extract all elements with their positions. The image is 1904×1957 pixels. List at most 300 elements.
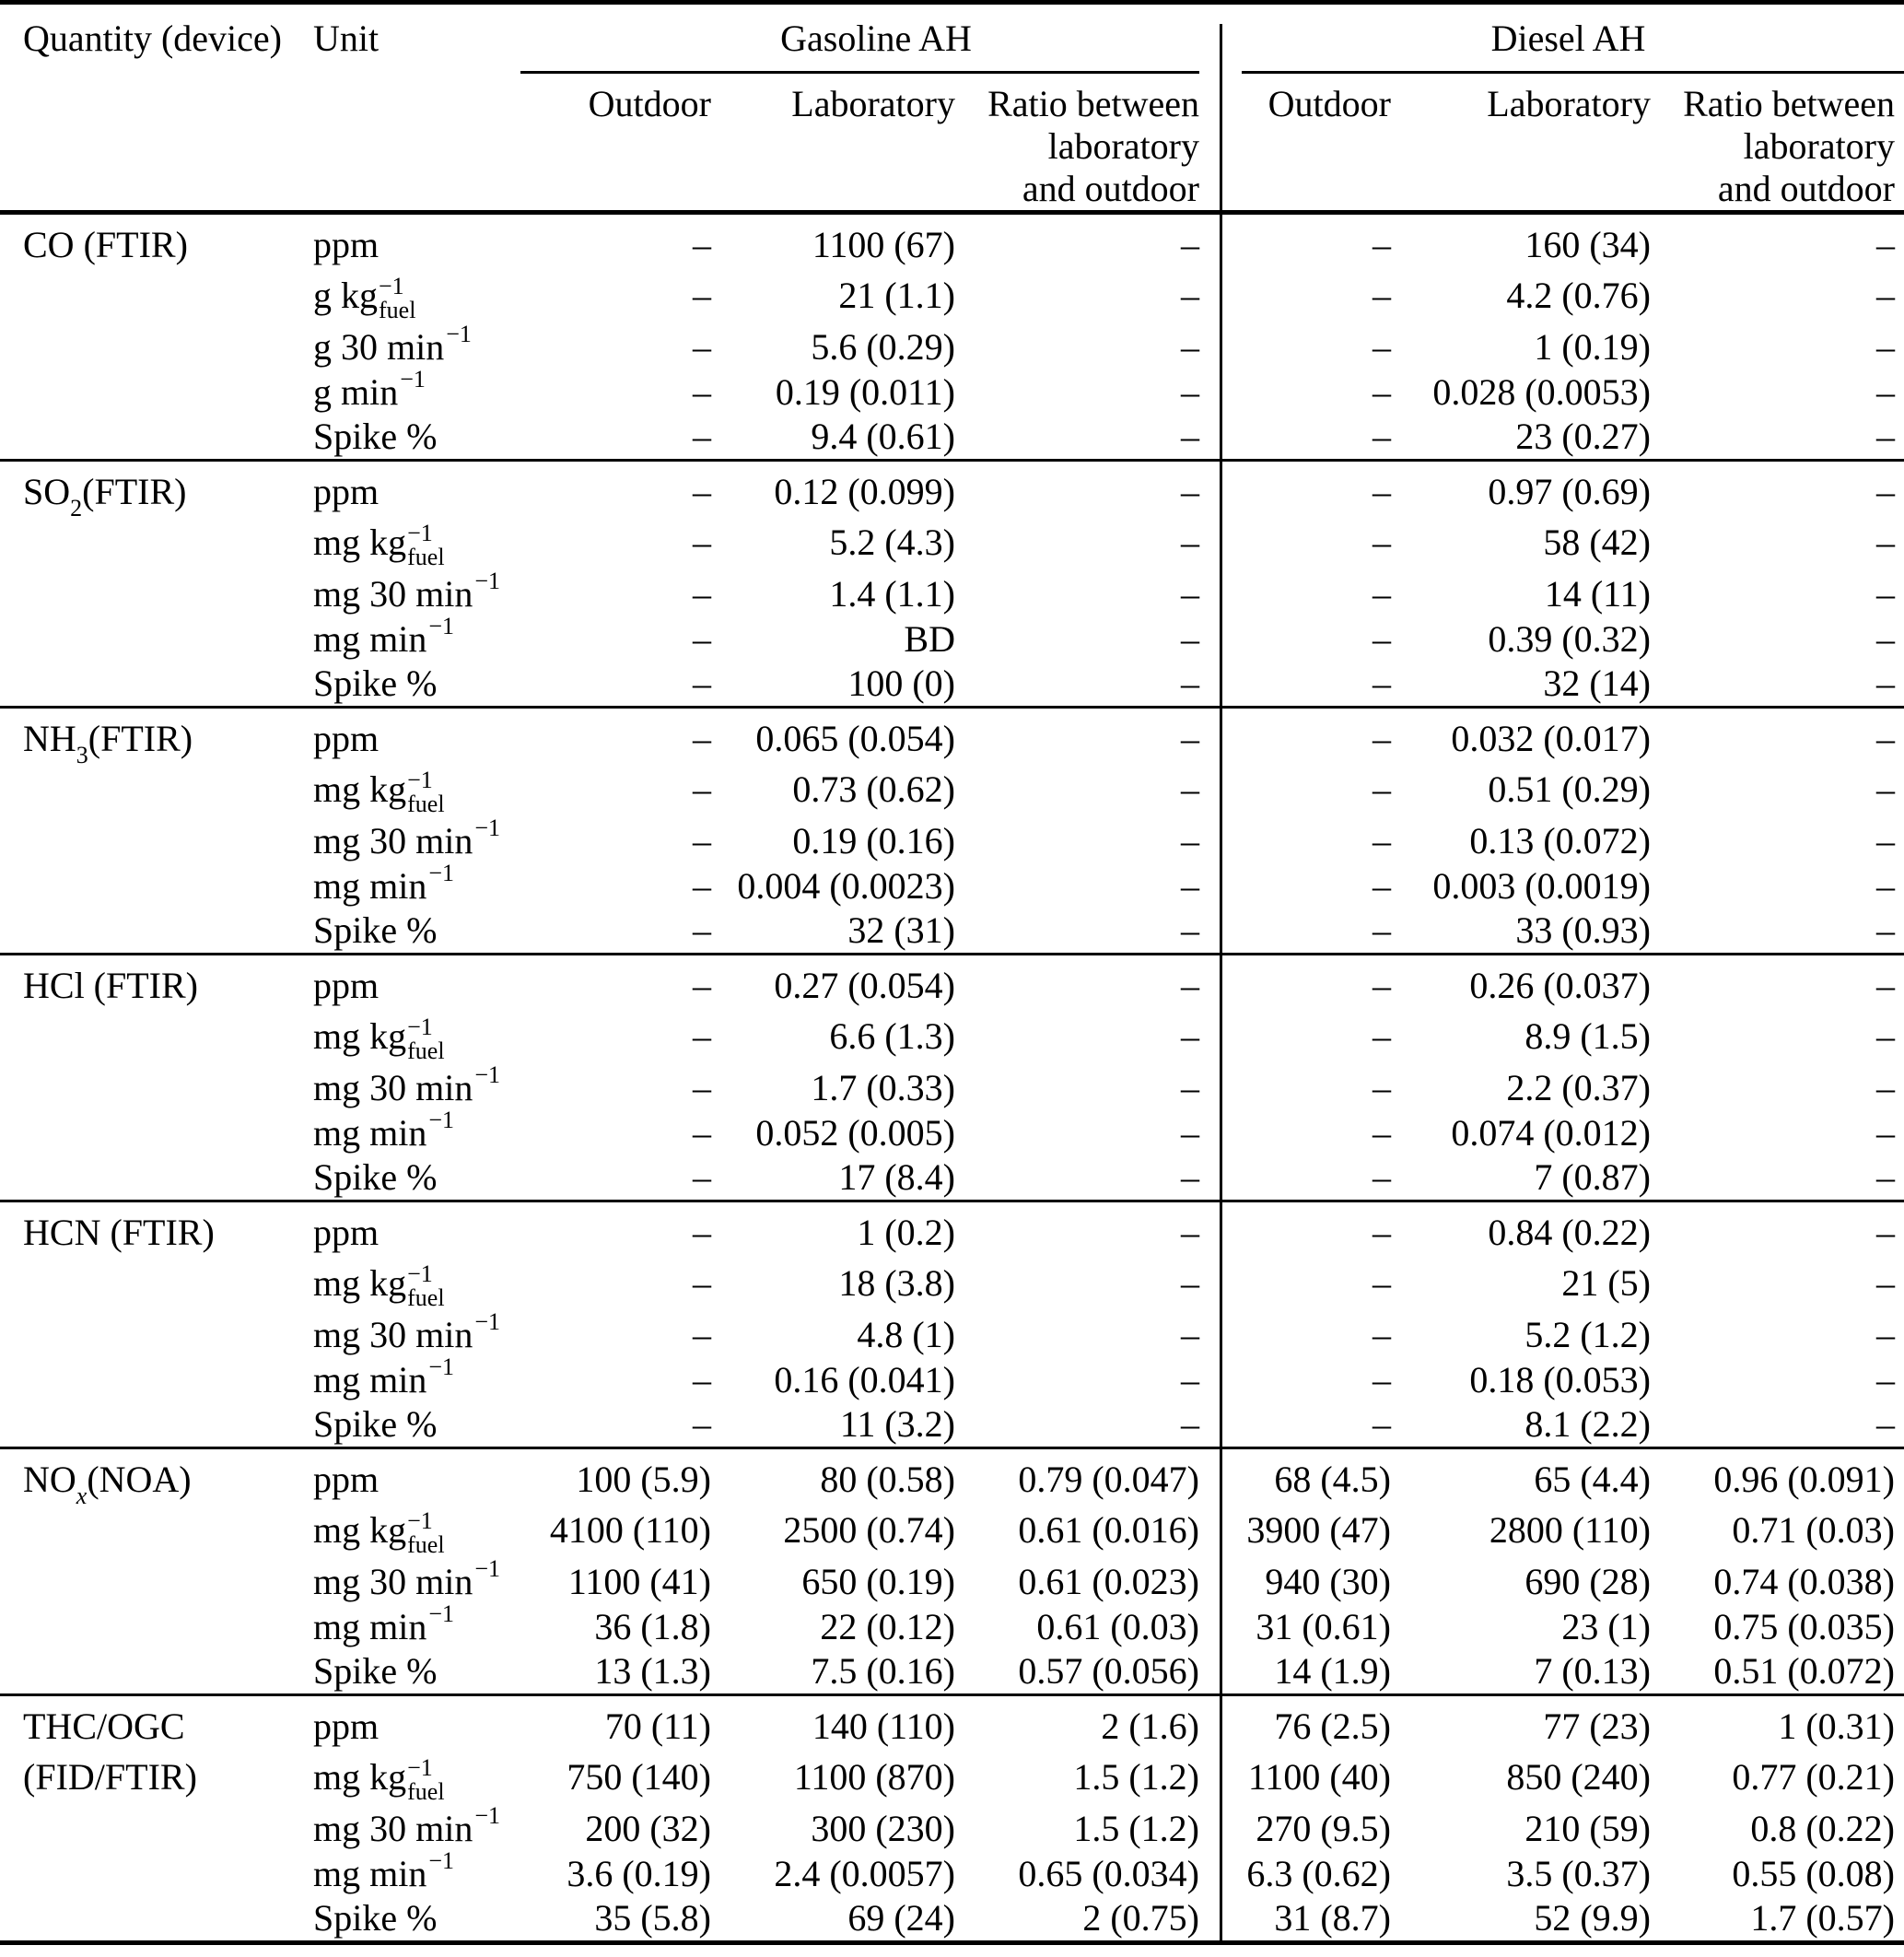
value-cell: 0.004 (0.0023) (737, 865, 955, 907)
value-cell: – (1876, 371, 1895, 413)
value-cell: – (1373, 768, 1391, 810)
value-cell: – (693, 768, 711, 810)
unit-text: ppm (313, 1459, 380, 1500)
value-cell: – (1373, 371, 1391, 413)
value-cell: – (693, 471, 711, 512)
value-cell: – (693, 224, 711, 265)
unit-text: mg min (313, 865, 427, 907)
unit-subscript: fuel (407, 1530, 445, 1558)
unit-cell (313, 716, 553, 761)
value-cell: 2 (0.75) (1082, 1897, 1199, 1939)
value-cell: – (1373, 1112, 1391, 1154)
value-cell: 22 (0.12) (820, 1606, 955, 1647)
value-cell: 0.074 (0.012) (1451, 1112, 1651, 1154)
value-cell: 0.19 (0.16) (792, 820, 955, 861)
value-cell: 23 (1) (1561, 1606, 1651, 1647)
value-cell: – (1876, 1112, 1895, 1154)
value-cell: – (1181, 1212, 1199, 1253)
column-header-ratio-gasoline (955, 83, 1199, 210)
unit-text: mg min (313, 1359, 427, 1400)
unit-sup-sub-stack (379, 272, 416, 323)
value-cell: 23 (0.27) (1515, 416, 1651, 457)
value-cell: 0.51 (0.072) (1713, 1650, 1895, 1692)
value-cell: BD (904, 618, 955, 660)
value-cell: – (1373, 718, 1391, 759)
value-cell: 1100 (41) (567, 1561, 711, 1602)
value-cell: 70 (11) (604, 1705, 711, 1747)
unit-text: mg min (313, 1606, 427, 1647)
value-cell: 1.7 (0.33) (811, 1067, 955, 1108)
value-cell: 35 (5.8) (594, 1897, 711, 1939)
value-cell: – (693, 965, 711, 1006)
value-cell: – (1876, 1015, 1895, 1057)
value-cell: 58 (42) (1543, 521, 1651, 563)
value-cell: – (1373, 224, 1391, 265)
unit-text: mg kg (313, 1756, 407, 1798)
unit-subscript: fuel (407, 1777, 445, 1805)
value-cell: – (1876, 865, 1895, 907)
unit-superscript: −1 (407, 766, 433, 793)
value-cell: – (1876, 416, 1895, 457)
unit-superscript: −1 (407, 519, 433, 546)
value-cell: – (693, 909, 711, 951)
unit-text: mg 30 min (313, 1314, 473, 1355)
ratio-header-line: laboratory (1743, 125, 1895, 167)
unit-text: Spike % (313, 1403, 438, 1445)
group-header-diesel: Diesel AH (1490, 18, 1646, 59)
ratio-header-line: Ratio between (1683, 83, 1895, 124)
unit-text: mg 30 min (313, 1808, 473, 1849)
unit-cell: mg min −1 (313, 1106, 455, 1154)
quantity-text: HCl (FTIR) (23, 965, 198, 1006)
unit-superscript: −1 (379, 272, 404, 299)
ratio-header-line: and outdoor (1717, 168, 1895, 209)
unit-cell (313, 267, 553, 323)
unit-cell (313, 1749, 553, 1805)
unit-text: ppm (313, 224, 380, 265)
value-cell: 0.61 (0.016) (1018, 1509, 1199, 1551)
column-header-ratio-diesel (1651, 83, 1895, 210)
value-cell: 0.77 (0.21) (1732, 1756, 1895, 1798)
value-cell: – (693, 1112, 711, 1154)
value-cell: 5.2 (4.3) (829, 521, 955, 563)
quantity-cell (0, 716, 313, 817)
value-cell: 5.6 (0.29) (811, 326, 955, 368)
value-cell: 13 (1.3) (594, 1650, 711, 1692)
value-cell: 7 (0.87) (1534, 1156, 1651, 1198)
value-cell: – (693, 416, 711, 457)
quantity-label-line: SO 2 (FTIR) (23, 471, 187, 521)
unit-text: g 30 min (313, 326, 445, 368)
unit-superscript: −1 (407, 1013, 433, 1040)
quantity-cell (0, 469, 313, 570)
value-cell: – (1181, 275, 1199, 316)
value-cell: 1.4 (1.1) (829, 573, 955, 615)
value-cell: – (693, 275, 711, 316)
table-section (0, 1449, 1904, 1696)
column-header-quantity: Quantity (device) (23, 18, 282, 59)
value-cell: – (1181, 965, 1199, 1006)
table-section (0, 1202, 1904, 1449)
value-cell: 1 (0.19) (1534, 326, 1651, 368)
value-cell: – (1373, 1314, 1391, 1355)
value-cell: – (693, 1212, 711, 1253)
quantity-text: NO (23, 1459, 76, 1500)
value-cell: – (1373, 662, 1391, 704)
unit-superscript: −1 (407, 1260, 433, 1287)
value-cell: – (1181, 573, 1199, 615)
value-cell: – (1373, 1156, 1391, 1198)
value-cell: – (1181, 416, 1199, 457)
value-cell: 650 (0.19) (801, 1561, 955, 1602)
value-cell: 1.5 (1.2) (1073, 1756, 1199, 1798)
value-cell: – (1181, 662, 1199, 704)
value-cell: – (693, 865, 711, 907)
quantity-text: (FTIR) (88, 718, 193, 759)
value-cell: 1100 (40) (1247, 1756, 1391, 1798)
value-cell: 21 (5) (1561, 1262, 1651, 1304)
value-cell: 8.9 (1.5) (1524, 1015, 1651, 1057)
value-cell: 11 (3.2) (839, 1403, 955, 1445)
unit-text: mg min (313, 1112, 427, 1154)
unit-text: Spike % (313, 909, 438, 951)
value-cell: 4100 (110) (549, 1509, 711, 1551)
table-section (0, 709, 1904, 955)
value-cell: – (1876, 909, 1895, 951)
value-cell: – (1181, 1403, 1199, 1445)
unit-cell (313, 1457, 553, 1502)
unit-text: Spike % (313, 1156, 438, 1198)
unit-cell: mg 30 min −1 (313, 1061, 501, 1108)
quantity-text: HCN (FTIR) (23, 1212, 215, 1253)
value-cell: – (1373, 1067, 1391, 1108)
quantity-label-line (23, 222, 313, 267)
value-cell: 0.12 (0.099) (774, 471, 955, 512)
value-cell: – (693, 371, 711, 413)
value-cell: – (693, 1067, 711, 1108)
value-cell: – (1181, 471, 1199, 512)
value-cell: 2500 (0.74) (783, 1509, 955, 1551)
value-cell: – (1876, 1156, 1895, 1198)
unit-cell (313, 761, 553, 817)
value-cell: 18 (3.8) (838, 1262, 955, 1304)
table-section (0, 215, 1904, 462)
unit-sup-sub-stack (407, 1506, 445, 1558)
value-cell: 1.7 (0.57) (1750, 1897, 1895, 1939)
unit-cell: mg min −1 (313, 1353, 455, 1400)
value-cell: – (1373, 965, 1391, 1006)
value-cell: 0.18 (0.053) (1469, 1359, 1651, 1400)
value-cell: – (693, 820, 711, 861)
quantity-cell (0, 1210, 313, 1311)
value-cell: 0.39 (0.32) (1488, 618, 1651, 660)
value-cell: – (1181, 326, 1199, 368)
unit-cell: g 30 min −1 (313, 320, 472, 368)
unit-cell (313, 414, 553, 459)
value-cell: 0.97 (0.69) (1488, 471, 1651, 512)
value-cell: 7.5 (0.16) (811, 1650, 955, 1692)
value-cell: – (1181, 1156, 1199, 1198)
column-header-outdoor-gasoline: Outdoor (588, 83, 711, 124)
column-header-laboratory-gasoline: Laboratory (791, 83, 955, 124)
value-cell: 2.4 (0.0057) (774, 1853, 955, 1894)
value-cell: – (1181, 1314, 1199, 1355)
value-cell: 200 (32) (585, 1808, 711, 1849)
unit-sup-sub-stack (407, 1015, 444, 1063)
value-cell: – (1373, 326, 1391, 368)
value-cell: 0.73 (0.62) (792, 768, 955, 810)
value-cell: 4.2 (0.76) (1506, 275, 1651, 316)
value-cell: 6.6 (1.3) (829, 1015, 955, 1057)
value-cell: 0.065 (0.054) (755, 718, 955, 759)
value-cell: – (1181, 521, 1199, 563)
value-cell: – (1181, 1015, 1199, 1057)
quantity-text: (FTIR) (82, 471, 187, 512)
value-cell: 1 (0.2) (857, 1212, 955, 1253)
value-cell: – (1181, 618, 1199, 660)
value-cell: – (1373, 1015, 1391, 1057)
unit-text: mg min (313, 1853, 427, 1894)
value-cell: 0.79 (0.047) (1018, 1459, 1199, 1500)
value-cell: 0.71 (0.03) (1732, 1509, 1895, 1551)
table-header (0, 0, 1904, 215)
unit-cell (313, 661, 553, 706)
quantity-text: SO (23, 471, 71, 512)
unit-text: mg 30 min (313, 1561, 473, 1602)
diesel-group-underline (1242, 71, 1904, 74)
value-cell: – (1876, 471, 1895, 512)
unit-sup-sub-stack (407, 521, 444, 569)
quantity-text: (NOA) (87, 1459, 192, 1500)
value-cell: – (1373, 618, 1391, 660)
quantity-text: CO (FTIR) (23, 224, 188, 265)
quantity-text: NH (23, 718, 76, 759)
unit-cell: mg min −1 (313, 1846, 455, 1894)
value-cell: – (693, 662, 711, 704)
value-cell: 0.13 (0.072) (1469, 820, 1651, 861)
value-cell: 940 (30) (1265, 1561, 1391, 1602)
value-cell: 300 (230) (811, 1808, 955, 1849)
quantity-text: (FID/FTIR) (23, 1756, 197, 1798)
value-cell: 21 (1.1) (838, 275, 955, 316)
unit-cell (313, 1255, 553, 1311)
unit-cell (313, 1210, 553, 1255)
unit-cell (313, 1008, 553, 1064)
unit-sup-sub-stack (407, 768, 444, 816)
value-cell: 31 (0.61) (1256, 1606, 1391, 1647)
value-cell: 0.032 (0.017) (1451, 718, 1651, 759)
unit-text: mg kg (313, 1015, 407, 1057)
unit-text: ppm (313, 965, 380, 1006)
unit-sup-sub-stack (407, 1262, 444, 1310)
value-cell: – (1373, 1359, 1391, 1400)
value-cell: 69 (24) (847, 1897, 955, 1939)
value-cell: 14 (1.9) (1274, 1650, 1391, 1692)
value-cell: – (1373, 820, 1391, 861)
value-cell: 36 (1.8) (594, 1606, 711, 1647)
value-cell: – (1876, 1403, 1895, 1445)
value-cell: – (1181, 718, 1199, 759)
unit-cell: mg min −1 (313, 612, 455, 660)
value-cell: – (693, 521, 711, 563)
unit-text: ppm (313, 718, 380, 759)
value-cell: – (1181, 1067, 1199, 1108)
value-cell: – (693, 718, 711, 759)
unit-cell (313, 469, 553, 514)
unit-text: mg kg (313, 1509, 407, 1551)
value-cell: 100 (0) (847, 662, 955, 704)
unit-cell: mg 30 min −1 (313, 567, 501, 615)
value-cell: – (1181, 909, 1199, 951)
unit-subscript: fuel (379, 296, 416, 323)
quantity-cell (0, 1704, 313, 1805)
unit-text: mg 30 min (313, 573, 473, 615)
column-header-unit: Unit (313, 18, 380, 59)
value-cell: 4.8 (1) (857, 1314, 955, 1355)
value-cell: 5.2 (1.2) (1524, 1314, 1651, 1355)
value-cell: – (1876, 521, 1895, 563)
value-cell: – (1181, 371, 1199, 413)
value-cell: 1100 (870) (793, 1756, 955, 1798)
value-cell: 65 (4.4) (1534, 1459, 1651, 1500)
unit-text: ppm (313, 1212, 380, 1253)
unit-sup-sub-stack (407, 1753, 445, 1805)
column-header-laboratory-diesel: Laboratory (1487, 83, 1651, 124)
value-cell: 1 (0.31) (1778, 1705, 1895, 1747)
value-cell: 0.61 (0.023) (1018, 1561, 1199, 1602)
value-cell: 0.8 (0.22) (1750, 1808, 1895, 1849)
value-cell: 2800 (110) (1489, 1509, 1651, 1551)
unit-cell: mg 30 min −1 (313, 1801, 501, 1849)
value-cell: – (1373, 521, 1391, 563)
unit-cell: g min −1 (313, 365, 426, 413)
quantity-text: THC/OGC (23, 1705, 185, 1747)
value-cell: – (1373, 416, 1391, 457)
column-header-outdoor-diesel: Outdoor (1267, 83, 1391, 124)
value-cell: – (693, 1156, 711, 1198)
unit-text: Spike % (313, 662, 438, 704)
value-cell: 0.003 (0.0019) (1432, 865, 1651, 907)
value-cell: 0.028 (0.0053) (1432, 371, 1651, 413)
value-cell: – (1876, 275, 1895, 316)
value-cell: 0.96 (0.091) (1713, 1459, 1895, 1500)
value-cell: – (1876, 1314, 1895, 1355)
unit-subscript: fuel (407, 790, 445, 817)
unit-text: ppm (313, 1705, 380, 1747)
value-cell: – (1373, 865, 1391, 907)
unit-cell (313, 514, 553, 570)
value-cell: 210 (59) (1524, 1808, 1651, 1849)
value-cell: – (1373, 1262, 1391, 1304)
value-cell: 80 (0.58) (820, 1459, 955, 1500)
value-cell: 0.61 (0.03) (1036, 1606, 1199, 1647)
value-cell: 77 (23) (1543, 1705, 1651, 1747)
quantity-label-line: NH 3 (FTIR) (23, 718, 193, 768)
value-cell: 270 (9.5) (1256, 1808, 1391, 1849)
value-cell: – (1373, 471, 1391, 512)
ratio-header-line: Ratio between (987, 83, 1199, 124)
value-cell: – (693, 1314, 711, 1355)
unit-cell: mg min −1 (313, 859, 455, 907)
value-cell: 1100 (67) (812, 224, 955, 265)
value-cell: 8.1 (2.2) (1524, 1403, 1651, 1445)
unit-text: g min (313, 371, 399, 413)
unit-text: mg kg (313, 521, 407, 563)
unit-cell (313, 1704, 553, 1749)
value-cell: 0.75 (0.035) (1713, 1606, 1895, 1647)
unit-text: mg kg (313, 1262, 407, 1304)
value-cell: – (1876, 768, 1895, 810)
value-cell: 3900 (47) (1246, 1509, 1391, 1551)
value-cell: – (1876, 618, 1895, 660)
value-cell: – (693, 618, 711, 660)
value-cell: – (1373, 573, 1391, 615)
unit-text: g kg (313, 275, 378, 316)
unit-cell (313, 1502, 553, 1558)
value-cell: 33 (0.93) (1515, 909, 1651, 951)
value-cell: – (693, 1262, 711, 1304)
value-cell: 68 (4.5) (1274, 1459, 1391, 1500)
value-cell: – (1876, 965, 1895, 1006)
value-cell: – (1876, 1067, 1895, 1108)
unit-subscript: fuel (407, 543, 445, 570)
value-cell: – (1181, 1112, 1199, 1154)
value-cell: 32 (14) (1543, 662, 1651, 704)
quantity-label-line (23, 1704, 313, 1749)
unit-text: mg kg (313, 768, 407, 810)
unit-text: Spike % (313, 1897, 438, 1939)
value-cell: 9.4 (0.61) (811, 416, 955, 457)
unit-subscript: fuel (407, 1283, 445, 1311)
value-cell: 690 (28) (1524, 1561, 1651, 1602)
gasoline-group-underline (520, 71, 1199, 74)
ratio-header-line: laboratory (1047, 125, 1199, 167)
table-section (0, 955, 1904, 1202)
value-cell: – (1373, 909, 1391, 951)
unit-cell (313, 908, 553, 953)
unit-cell: mg 30 min −1 (313, 814, 501, 861)
unit-text: mg 30 min (313, 1067, 473, 1108)
value-cell: 31 (8.7) (1274, 1897, 1391, 1939)
value-cell: – (1181, 820, 1199, 861)
unit-text: mg min (313, 618, 427, 660)
unit-cell: mg 30 min −1 (313, 1554, 501, 1602)
value-cell: 0.65 (0.034) (1018, 1853, 1199, 1894)
value-cell: – (693, 573, 711, 615)
ratio-header-line: and outdoor (1022, 168, 1199, 209)
value-cell: 0.57 (0.056) (1018, 1650, 1199, 1692)
group-header-gasoline: Gasoline AH (780, 18, 972, 59)
unit-cell (313, 1895, 553, 1940)
value-cell: 0.052 (0.005) (755, 1112, 955, 1154)
value-cell: – (693, 1359, 711, 1400)
value-cell: – (1373, 275, 1391, 316)
value-cell: 0.84 (0.22) (1488, 1212, 1651, 1253)
value-cell: 0.51 (0.29) (1488, 768, 1651, 810)
value-cell: – (1373, 1212, 1391, 1253)
unit-cell (313, 1648, 553, 1693)
value-cell: 32 (31) (847, 909, 955, 951)
unit-text: Spike % (313, 416, 438, 457)
value-cell: – (1876, 326, 1895, 368)
value-cell: 2 (1.6) (1101, 1705, 1199, 1747)
value-cell: 850 (240) (1506, 1756, 1651, 1798)
value-cell: 0.26 (0.037) (1469, 965, 1651, 1006)
value-cell: 3.5 (0.37) (1506, 1853, 1651, 1894)
value-cell: 140 (110) (812, 1705, 955, 1747)
value-cell: 750 (140) (567, 1756, 711, 1798)
value-cell: 0.74 (0.038) (1713, 1561, 1895, 1602)
